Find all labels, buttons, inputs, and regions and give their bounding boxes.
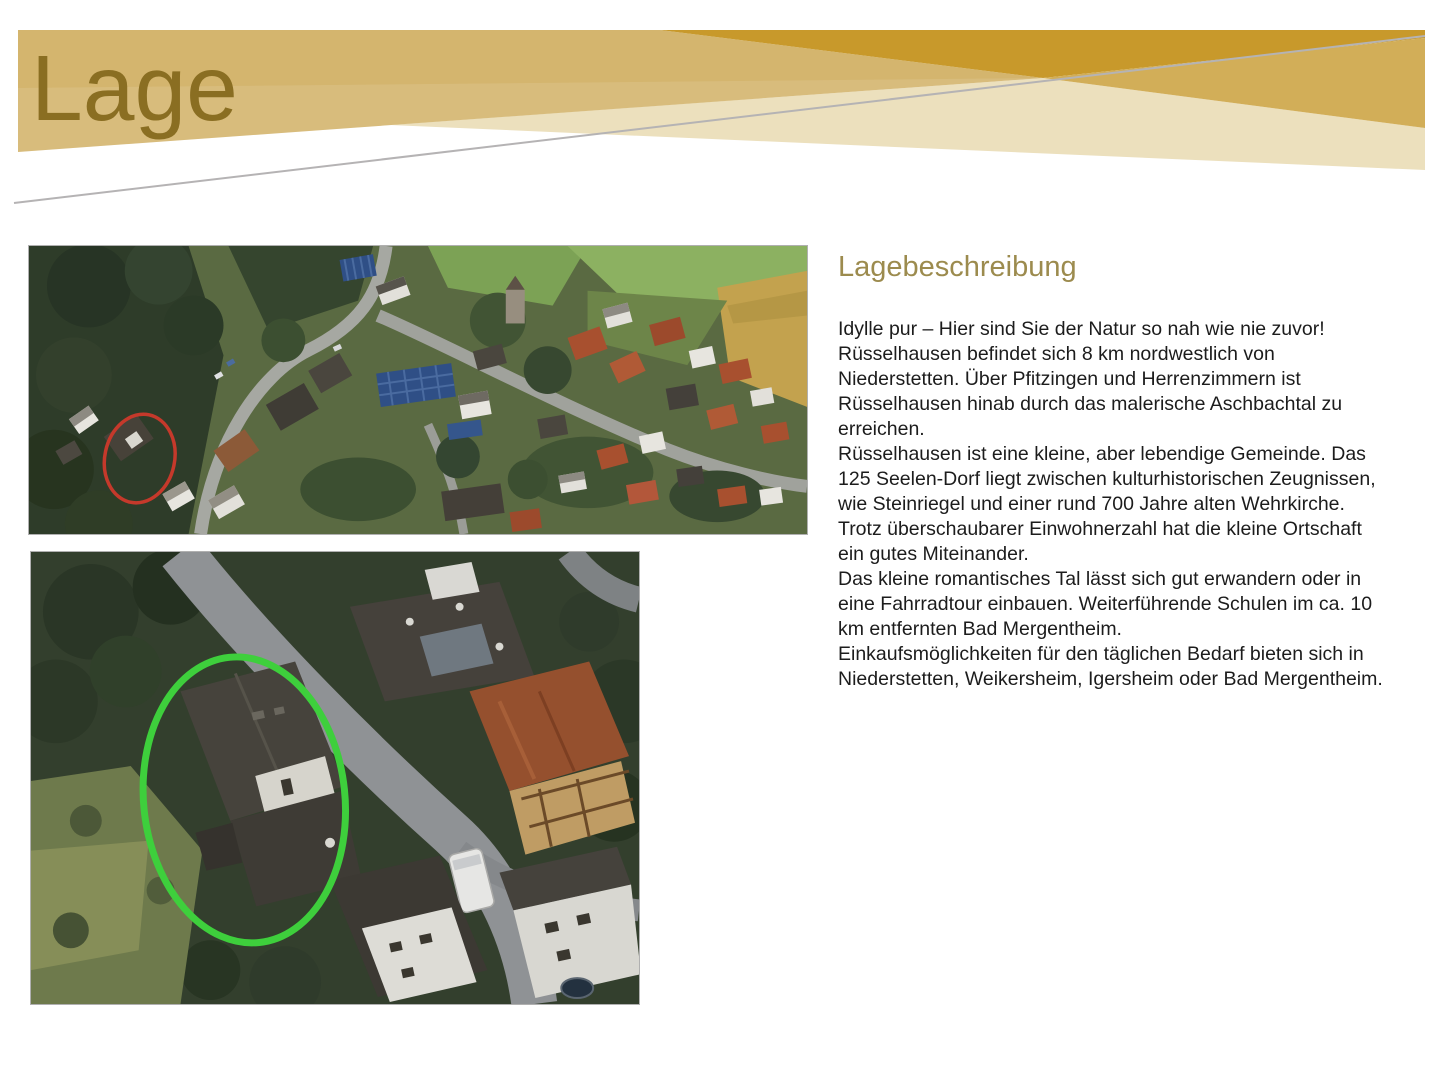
body-text-line: km entfernten Bad Mergentheim. bbox=[838, 618, 1122, 640]
body-text-line: Das kleine romantisches Tal lässt sich gut erwandern oder in bbox=[838, 568, 1362, 590]
body-text-line: wie Steinriegel und einer rund 700 Jahre alten Wehrkirche. bbox=[838, 493, 1345, 515]
aerial-photo-village-overview-graphic bbox=[29, 246, 807, 534]
body-text-line: Idylle pur – Hier sind Sie der Natur so nah wie nie zuvor! bbox=[838, 318, 1325, 340]
section-heading: Lagebeschreibung bbox=[838, 251, 1077, 283]
body-text-line: eine Fahrradtour einbauen. Weiterführende Schulen im ca. 10 bbox=[838, 593, 1373, 615]
aerial-photo-property-closeup bbox=[30, 551, 640, 1005]
page-title: Lage bbox=[31, 36, 238, 140]
body-text-line: Einkaufsmöglichkeiten für den täglichen Bedarf bieten sich in bbox=[838, 643, 1364, 665]
body-text-line: Rüsselhausen ist eine kleine, aber lebendige Gemeinde. Das bbox=[838, 443, 1366, 465]
body-text-line: ein gutes Miteinander. bbox=[838, 543, 1029, 565]
body-text-line: 125 Seelen-Dorf liegt zwischen kulturhistorischen Zeugnissen, bbox=[838, 468, 1376, 490]
location-description bbox=[838, 317, 1428, 692]
body-text-line: Niederstetten. Über Pfitzingen und Herrenzimmern ist bbox=[838, 368, 1301, 390]
aerial-photo-village-overview bbox=[28, 245, 808, 535]
body-text-line: Niederstetten, Weikersheim, Igersheim oder Bad Mergentheim. bbox=[838, 668, 1383, 690]
body-text-line: Rüsselhausen befindet sich 8 km nordwestlich von bbox=[838, 343, 1275, 365]
aerial-photo-property-closeup-graphic bbox=[31, 552, 639, 1004]
body-text-line: Rüsselhausen hinab durch das malerische Aschbachtal zu bbox=[838, 393, 1343, 415]
body-text-line: erreichen. bbox=[838, 418, 925, 440]
body-text-line: Trotz überschaubarer Einwohnerzahl hat die kleine Ortschaft bbox=[838, 518, 1362, 540]
